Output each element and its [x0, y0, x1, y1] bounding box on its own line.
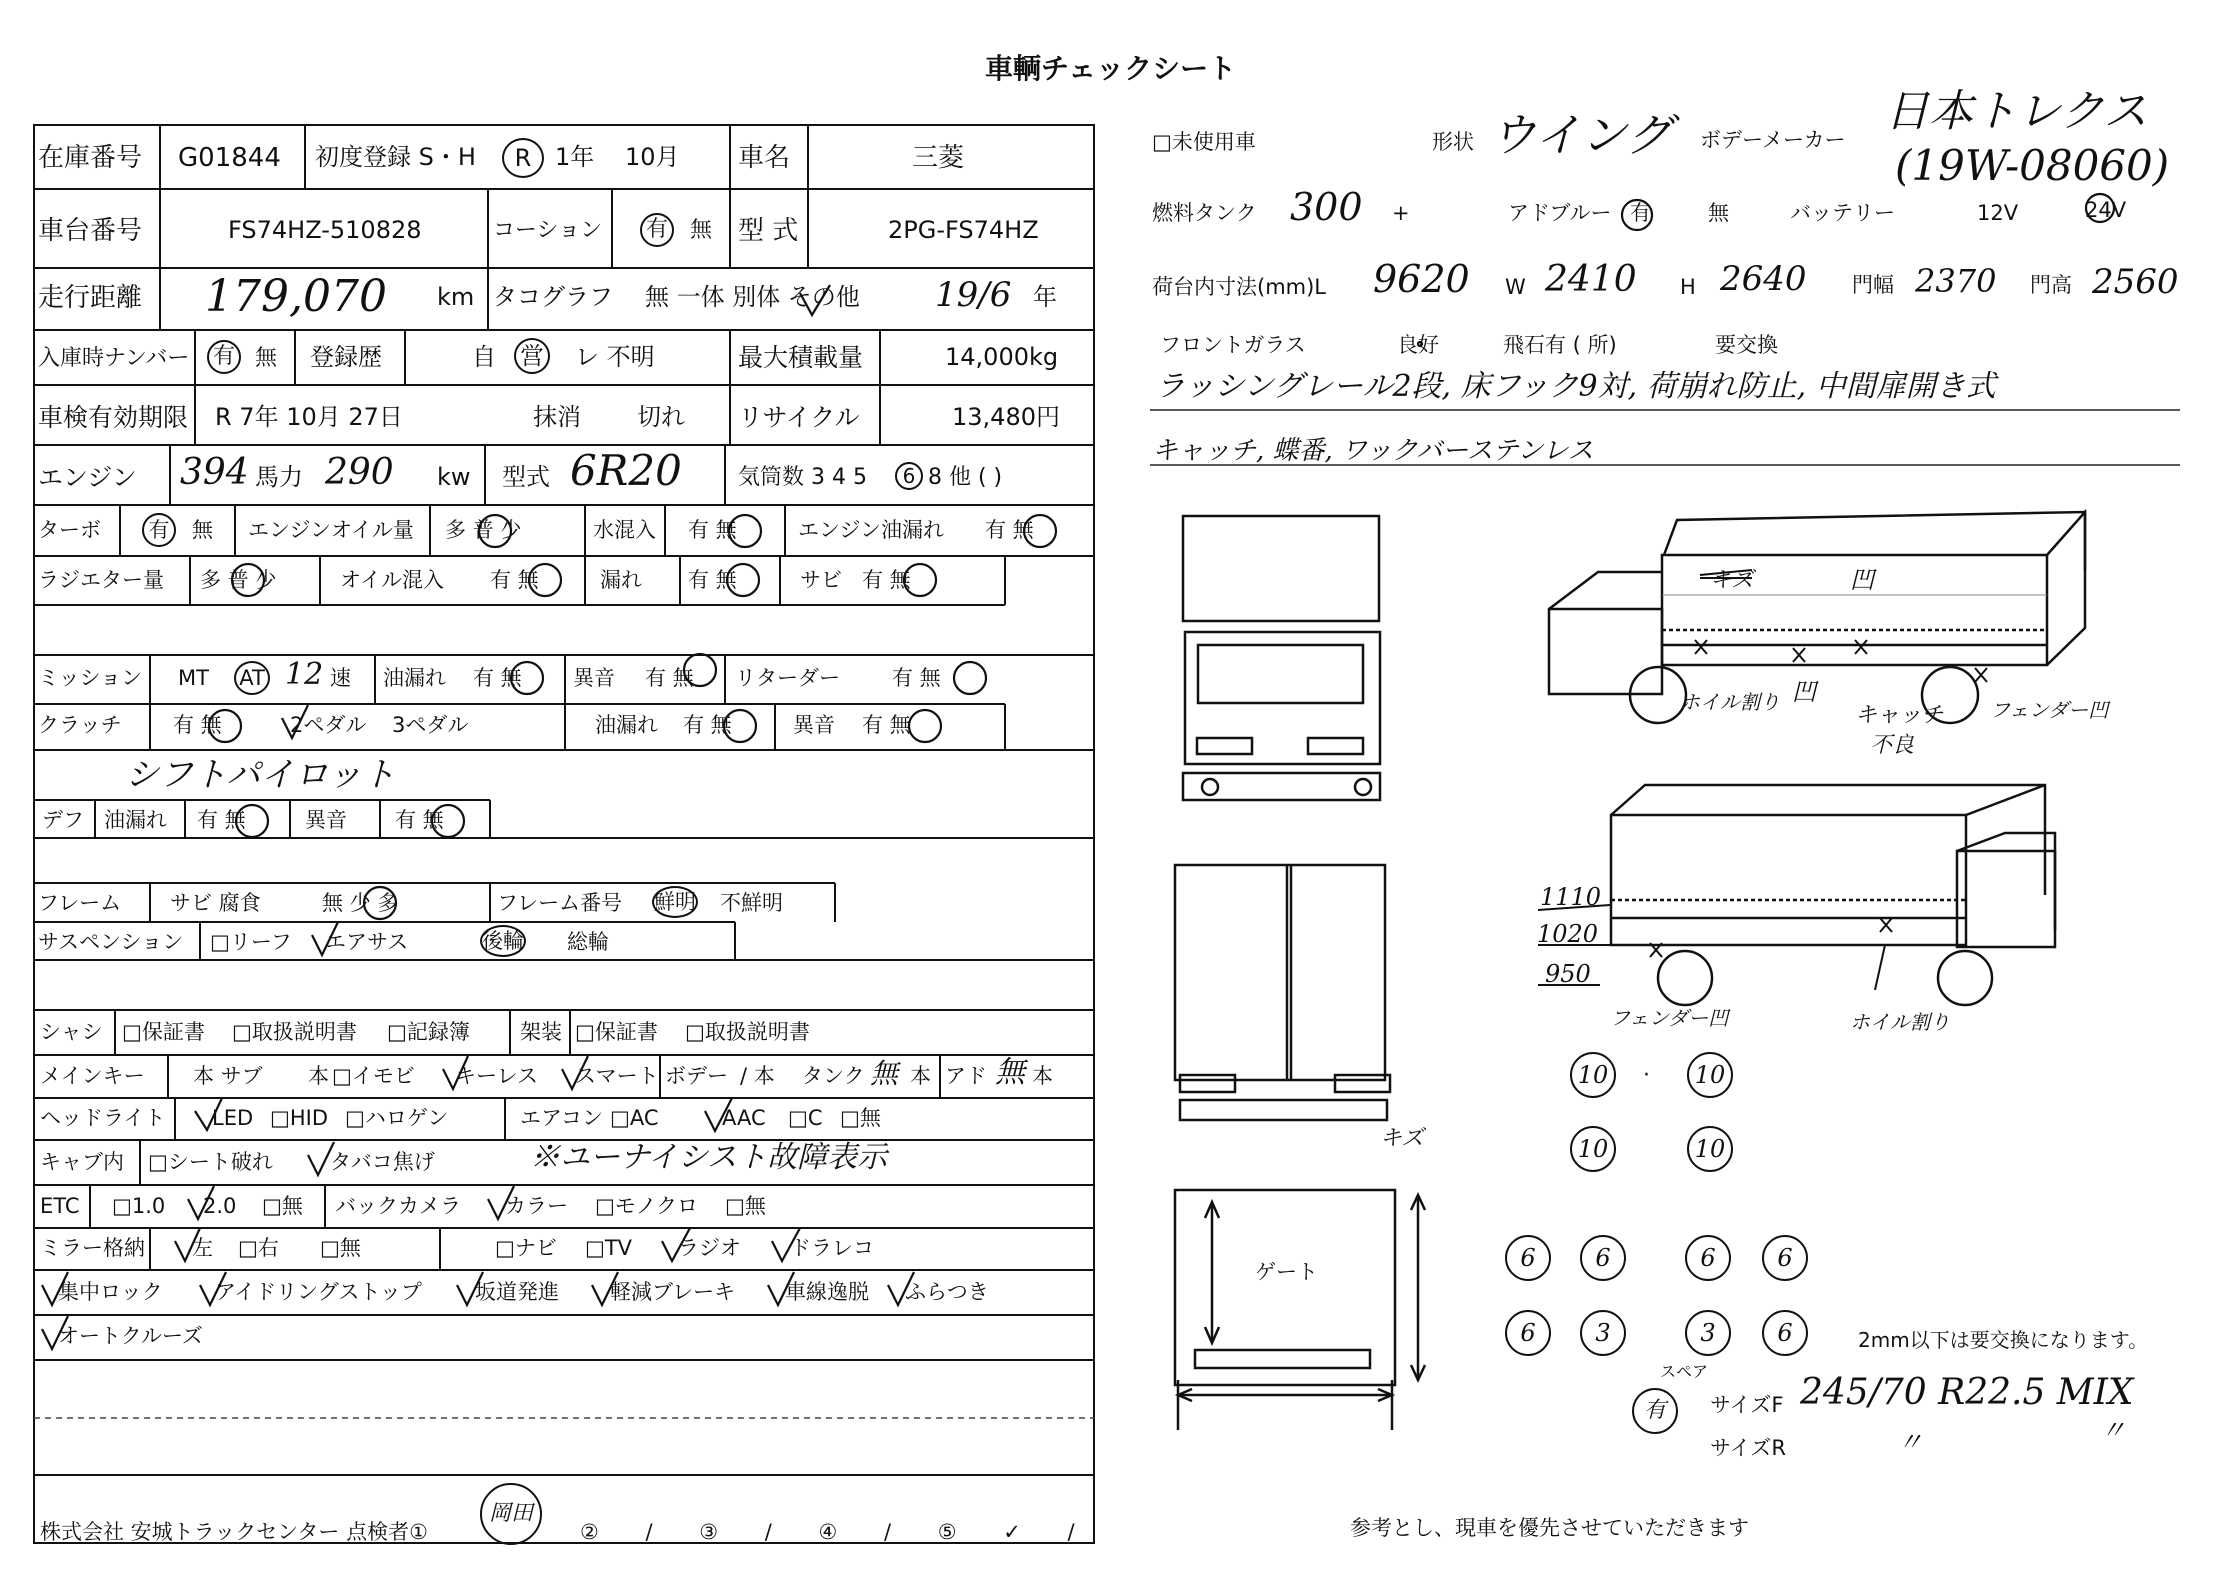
retarder-options: 有 無: [892, 666, 941, 690]
cab-label: キャブ内: [40, 1150, 124, 1174]
engine-kw: 290: [325, 452, 394, 493]
height-950: 950: [1545, 960, 1591, 988]
chassis-warranty: □保証書: [122, 1020, 205, 1044]
clutch-options: 有 無: [173, 713, 222, 737]
gate-height: 2560: [2092, 262, 2179, 302]
equipment-note-1: ラッシングレール2段, 床フック9対, 荷崩れ防止, 中間扉開き式: [1155, 369, 1996, 404]
mirror-right: □右: [238, 1236, 279, 1260]
mission-label: ミッション: [38, 666, 143, 690]
frame-label: フレーム: [38, 891, 122, 915]
mileage-value: 179,070: [205, 271, 387, 322]
body-warranty: □保証書: [575, 1020, 658, 1044]
mark-wheel-crack: ホイル割り: [1680, 690, 1780, 714]
shift-note: シフトパイロット: [125, 755, 396, 795]
etc-1-0: □1.0: [112, 1194, 166, 1218]
footer-company: 株式会社 安城トラックセンター 点検者①: [40, 1520, 428, 1544]
engine-leak-label: エンジン油漏れ: [798, 518, 944, 542]
history-opt-c: レ 不明: [575, 343, 655, 371]
spare-label: スペア: [1660, 1362, 1709, 1381]
mark-dent-mid: 凹: [1792, 678, 1816, 706]
frame-number-clear: 鮮明: [652, 886, 698, 918]
dashcam: ドラレコ: [790, 1236, 874, 1260]
reg-month: 10月: [625, 143, 680, 171]
mark-fender-dent: フェンダー凹: [1990, 698, 2109, 722]
fuel-tank-value: 300: [1290, 185, 1363, 229]
size-rear-value: 〃: [1897, 1428, 1924, 1458]
cab-tobacco: タバコ焦げ: [330, 1150, 435, 1174]
immobilizer: □イモビ: [332, 1064, 415, 1088]
maker-code: (19W-08060): [1895, 141, 2170, 190]
inspector-stamp: 岡田: [480, 1483, 542, 1545]
battery-24v: 24V: [2085, 198, 2127, 222]
clutch-noise-label: 異音: [793, 713, 835, 737]
mission-noise-options: 有 無: [645, 666, 694, 690]
diff-leak-options: 有 無: [197, 808, 246, 832]
battery-12v: 12V: [1977, 201, 2019, 225]
clutch-label: クラッチ: [38, 713, 122, 737]
body-manual: □取扱説明書: [685, 1020, 810, 1044]
plate-yes: 有: [207, 340, 241, 374]
mileage-unit: km: [437, 283, 475, 311]
tacho-label: タコグラフ: [493, 283, 613, 311]
windshield-replace: 要交換: [1715, 333, 1778, 357]
size-front-label: サイズF: [1710, 1393, 1784, 1417]
windshield-label: フロントガラス: [1160, 333, 1306, 357]
navi: □ナビ: [495, 1236, 557, 1260]
aircon-c: □C: [788, 1106, 823, 1130]
suspension-label: サスペンション: [38, 930, 184, 954]
water-mix-label: 水混入: [593, 518, 656, 542]
tire-rear-bottom-3: 3: [1685, 1310, 1731, 1356]
body-docs-label: 架装: [520, 1020, 562, 1044]
frame-number-label: フレーム番号: [497, 891, 623, 915]
era-circled: R: [502, 138, 544, 178]
adblue-yes: 有: [1630, 201, 1651, 225]
mission-at: AT: [234, 661, 270, 695]
engine-type-value: 6R20: [570, 446, 682, 495]
etc-2-0: 2.0: [203, 1194, 237, 1218]
name-value: 三菱: [912, 143, 965, 173]
mission-speed: 12: [285, 657, 324, 692]
model-value: 2PG-FS74HZ: [888, 216, 1039, 244]
bed-dim-label: 荷台内寸法(mm)L: [1152, 275, 1326, 299]
battery-label: バッテリー: [1790, 201, 1895, 225]
spare-value: 有: [1632, 1388, 1678, 1434]
coating-label: コーション: [493, 218, 603, 243]
radio: ラジオ: [678, 1236, 741, 1260]
reg-label: 初度登録 S・H: [315, 143, 476, 171]
reg-year: 1年: [555, 143, 595, 171]
load-value: 14,000kg: [945, 343, 1059, 371]
tire-front-4: 10: [1687, 1126, 1733, 1172]
tire-rear-top-4: 6: [1762, 1235, 1808, 1281]
drowsy-alert: ふらつき: [905, 1280, 989, 1304]
suspension-rear: 後輪: [480, 925, 526, 957]
sub-key-unit: 本: [308, 1064, 329, 1088]
hill-start: 坂道発進: [475, 1280, 559, 1304]
diff-label: デフ: [42, 808, 84, 832]
shape-label: 形状: [1432, 130, 1474, 154]
adblue-no: 無: [1708, 201, 1729, 225]
bed-height: 2640: [1720, 259, 1807, 299]
cylinder-label: 気筒数 3 4 5: [738, 465, 867, 490]
mirror-label: ミラー格納: [40, 1236, 145, 1260]
central-lock: 集中ロック: [58, 1280, 163, 1304]
rust-label: サビ: [800, 568, 842, 592]
inspection-value: R 7年 10月 27日: [215, 403, 403, 431]
tank-key-unit: 本: [910, 1064, 931, 1088]
tank-key-value: 無: [870, 1057, 899, 1090]
tacho-year: 19/6: [935, 275, 1012, 315]
smart-key: スマート: [575, 1064, 659, 1088]
history-opt-b: 営: [514, 338, 550, 374]
headlight-hid: □HID: [270, 1106, 328, 1130]
inspection-label: 車検有効期限: [38, 403, 189, 432]
unused-vehicle: □未使用車: [1152, 130, 1256, 154]
frame-corrosion-options: 無 少 多: [322, 891, 399, 915]
cab-note: ※ユーナイシスト故障表示: [530, 1140, 887, 1175]
headlight-led: LED: [212, 1106, 254, 1130]
adblue-label: アドブルー: [1508, 201, 1612, 225]
tire-rear-top-2: 6: [1580, 1235, 1626, 1281]
stock-value: G01844: [178, 143, 281, 173]
aircon-ac: □AC: [610, 1106, 659, 1130]
mileage-label: 走行距離: [38, 283, 143, 313]
headlight-halogen: □ハロゲン: [345, 1106, 449, 1130]
engine-label: エンジン: [38, 463, 137, 492]
mark-catch: キャッチ: [1855, 703, 1944, 728]
tacho-year-unit: 年: [1033, 283, 1057, 311]
cylinder-selected: 6: [895, 462, 923, 490]
tire-front-2: 10: [1687, 1052, 1733, 1098]
frame-corrosion: サビ 腐食: [170, 891, 261, 915]
height-1020: 1020: [1537, 920, 1599, 948]
body-key-value: / 本: [740, 1064, 775, 1088]
recycle-value: 13,480円: [952, 403, 1060, 431]
aircon-aac: AAC: [722, 1106, 766, 1130]
diff-noise-options: 有 無: [395, 808, 444, 832]
recycle-label: リサイクル: [738, 403, 860, 432]
clutch-2pedal: 2ペダル: [290, 713, 367, 737]
diff-noise-label: 異音: [305, 808, 347, 832]
engine-type-label: 型式: [502, 463, 550, 491]
gate-width-label: 門幅: [1852, 273, 1894, 297]
bed-width-label: W: [1505, 275, 1526, 299]
back-camera-mono: □モノクロ: [595, 1194, 699, 1218]
chassis-value: FS74HZ-510828: [228, 216, 422, 244]
oil-level-label: エンジンオイル量: [248, 518, 414, 542]
mark-fender-dent-2: フェンダー凹: [1610, 1006, 1729, 1030]
clutch-3pedal: 3ペダル: [392, 713, 469, 737]
collision-brake: 軽減ブレーキ: [610, 1280, 736, 1304]
shape-value: ウイング: [1490, 108, 1672, 162]
suspension-leaf: □リーフ: [210, 930, 292, 954]
suspension-all: 総輪: [567, 930, 609, 954]
etc-none: □無: [262, 1194, 303, 1218]
suspension-air: エアサス: [325, 930, 409, 954]
idling-stop: アイドリングストップ: [215, 1280, 422, 1304]
frame-number-unclear: 不鮮明: [720, 891, 783, 915]
etc-label: ETC: [40, 1194, 80, 1218]
mark-catch-bad: 不良: [1870, 733, 1915, 758]
auto-cruise: オートクルーズ: [58, 1324, 203, 1348]
mark-dent-top: 凹: [1850, 566, 1874, 594]
bed-width: 2410: [1545, 259, 1637, 300]
stock-label: 在庫番号: [38, 143, 143, 173]
oil-level-options: 多 普 少: [445, 518, 522, 542]
lane-departure: 車線逸脱: [785, 1280, 869, 1304]
chassis-manual: □取扱説明書: [232, 1020, 357, 1044]
tire-rear-bottom-2: 3: [1580, 1310, 1626, 1356]
footer-inspector-marks: ② / ③ / ④ / ⑤ ✓ /: [580, 1520, 1075, 1544]
diff-leak-label: 油漏れ: [104, 808, 167, 832]
maker-label: ボデーメーカー: [1700, 128, 1846, 152]
aircon-none: □無: [840, 1106, 881, 1130]
turbo-no: 無: [192, 518, 213, 542]
history-opt-a: 自: [472, 343, 496, 371]
mark-scratch-top: キズ: [1710, 568, 1754, 593]
document-title: 車輌チェックシート: [985, 52, 1237, 85]
radiator-options: 多 普 少: [200, 568, 277, 592]
tacho-options: 無 一体 別体 その他: [645, 283, 860, 311]
tire-rear-bottom-4: 6: [1762, 1310, 1808, 1356]
size-front-value: 245/70 R22.5 MIX: [1800, 1372, 2134, 1413]
gate-width: 2370: [1915, 262, 1997, 300]
cab-seat: □シート破れ: [148, 1150, 273, 1174]
turbo-yes: 有: [142, 513, 176, 547]
gate-height-label: 門高: [2030, 273, 2072, 297]
leak-options: 有 無: [688, 568, 737, 592]
tire-front-1: 10: [1570, 1052, 1616, 1098]
footer-note: 参考とし、現車を優先させていただきます: [1350, 1516, 1749, 1540]
gate-label: ゲート: [1255, 1260, 1318, 1284]
adblue-key-value: 無: [995, 1055, 1025, 1090]
chassis-record: □記録簿: [387, 1020, 470, 1044]
retarder-label: リターダー: [735, 666, 840, 690]
windshield-good: 良好: [1397, 333, 1439, 357]
body-key-label: ボデー: [665, 1064, 728, 1088]
radiator-label: ラジエター量: [38, 568, 164, 592]
keyless: キーレス: [455, 1064, 538, 1088]
height-1110: 1110: [1540, 883, 1602, 911]
tire-rear-top-1: 6: [1505, 1235, 1551, 1281]
back-camera-color: カラー: [505, 1194, 568, 1218]
engine-hp: 394: [180, 452, 249, 493]
mission-noise-label: 異音: [573, 666, 615, 690]
leak-label: 漏れ: [600, 568, 642, 592]
windshield-chip: 飛石有 ( 所): [1503, 333, 1617, 357]
tank-key-label: タンク: [802, 1064, 865, 1088]
inspection-expired: 切れ: [637, 403, 685, 431]
cylinder-rest: 8 他 ( ): [928, 465, 1003, 490]
turbo-label: ターボ: [38, 518, 101, 542]
maker-value: 日本トレクス: [1885, 86, 2148, 137]
back-camera-label: バックカメラ: [335, 1194, 461, 1218]
oil-mix-label: オイル混入: [340, 568, 444, 592]
plate-no: 無: [255, 346, 278, 371]
load-label: 最大積載量: [738, 343, 864, 372]
clutch-leak-label: 油漏れ: [595, 713, 658, 737]
inspection-erase: 抹消: [533, 403, 581, 431]
mission-speed-unit: 速: [330, 666, 351, 690]
engine-hp-unit: 馬力: [255, 463, 303, 491]
tire-note: 2mm以下は要交換になります。: [1858, 1328, 2149, 1352]
tire-front-3: 10: [1570, 1126, 1616, 1172]
plate-label: 入庫時ナンバー: [38, 346, 190, 371]
mirror-left: 左: [192, 1236, 213, 1260]
tire-rear-top-3: 6: [1685, 1235, 1731, 1281]
main-key-sub: 本 サブ: [193, 1064, 263, 1088]
mission-mt: MT: [178, 666, 209, 690]
name-label: 車名: [738, 143, 791, 173]
back-camera-none: □無: [725, 1194, 766, 1218]
fuel-tank-plus: +: [1392, 201, 1410, 225]
mission-leak-label: 油漏れ: [383, 666, 446, 690]
history-label: 登録歴: [310, 343, 382, 371]
equipment-note-2: キャッチ, 蝶番, ワックバーステンレス: [1152, 436, 1594, 466]
water-mix-options: 有 無: [688, 518, 737, 542]
adblue-key-unit: 本: [1032, 1064, 1053, 1088]
headlight-label: ヘッドライト: [40, 1106, 166, 1130]
adblue-key-label: アド: [945, 1064, 987, 1088]
main-key-label: メインキー: [40, 1064, 145, 1088]
mirror-none: □無: [320, 1236, 361, 1260]
aircon-label: エアコン: [520, 1106, 603, 1130]
tv: □TV: [585, 1236, 633, 1260]
model-label: 型 式: [738, 216, 799, 246]
clutch-noise-options: 有 無: [862, 713, 911, 737]
mark-scratch-rear: キズ: [1380, 1126, 1424, 1151]
size-rear-value-2: 〃: [2100, 1416, 2127, 1446]
clutch-leak-options: 有 無: [683, 713, 732, 737]
coating-yes: 有: [640, 213, 674, 247]
tire-rear-bottom-1: 6: [1505, 1310, 1551, 1356]
mission-leak-options: 有 無: [473, 666, 522, 690]
chassis-docs-label: シャシ: [40, 1020, 103, 1044]
size-rear-label: サイズR: [1710, 1436, 1786, 1460]
mark-wheel-crack-2: ホイル割り: [1850, 1010, 1950, 1034]
rust-options: 有 無: [862, 568, 911, 592]
bed-height-label: H: [1680, 275, 1696, 299]
oil-mix-options: 有 無: [490, 568, 539, 592]
chassis-label: 車台番号: [38, 216, 143, 246]
coating-no: 無: [690, 218, 713, 243]
engine-kw-unit: kw: [437, 463, 471, 491]
engine-leak-options: 有 無: [985, 518, 1034, 542]
fuel-tank-label: 燃料タンク: [1152, 201, 1257, 225]
bed-length: 9620: [1373, 257, 1470, 301]
